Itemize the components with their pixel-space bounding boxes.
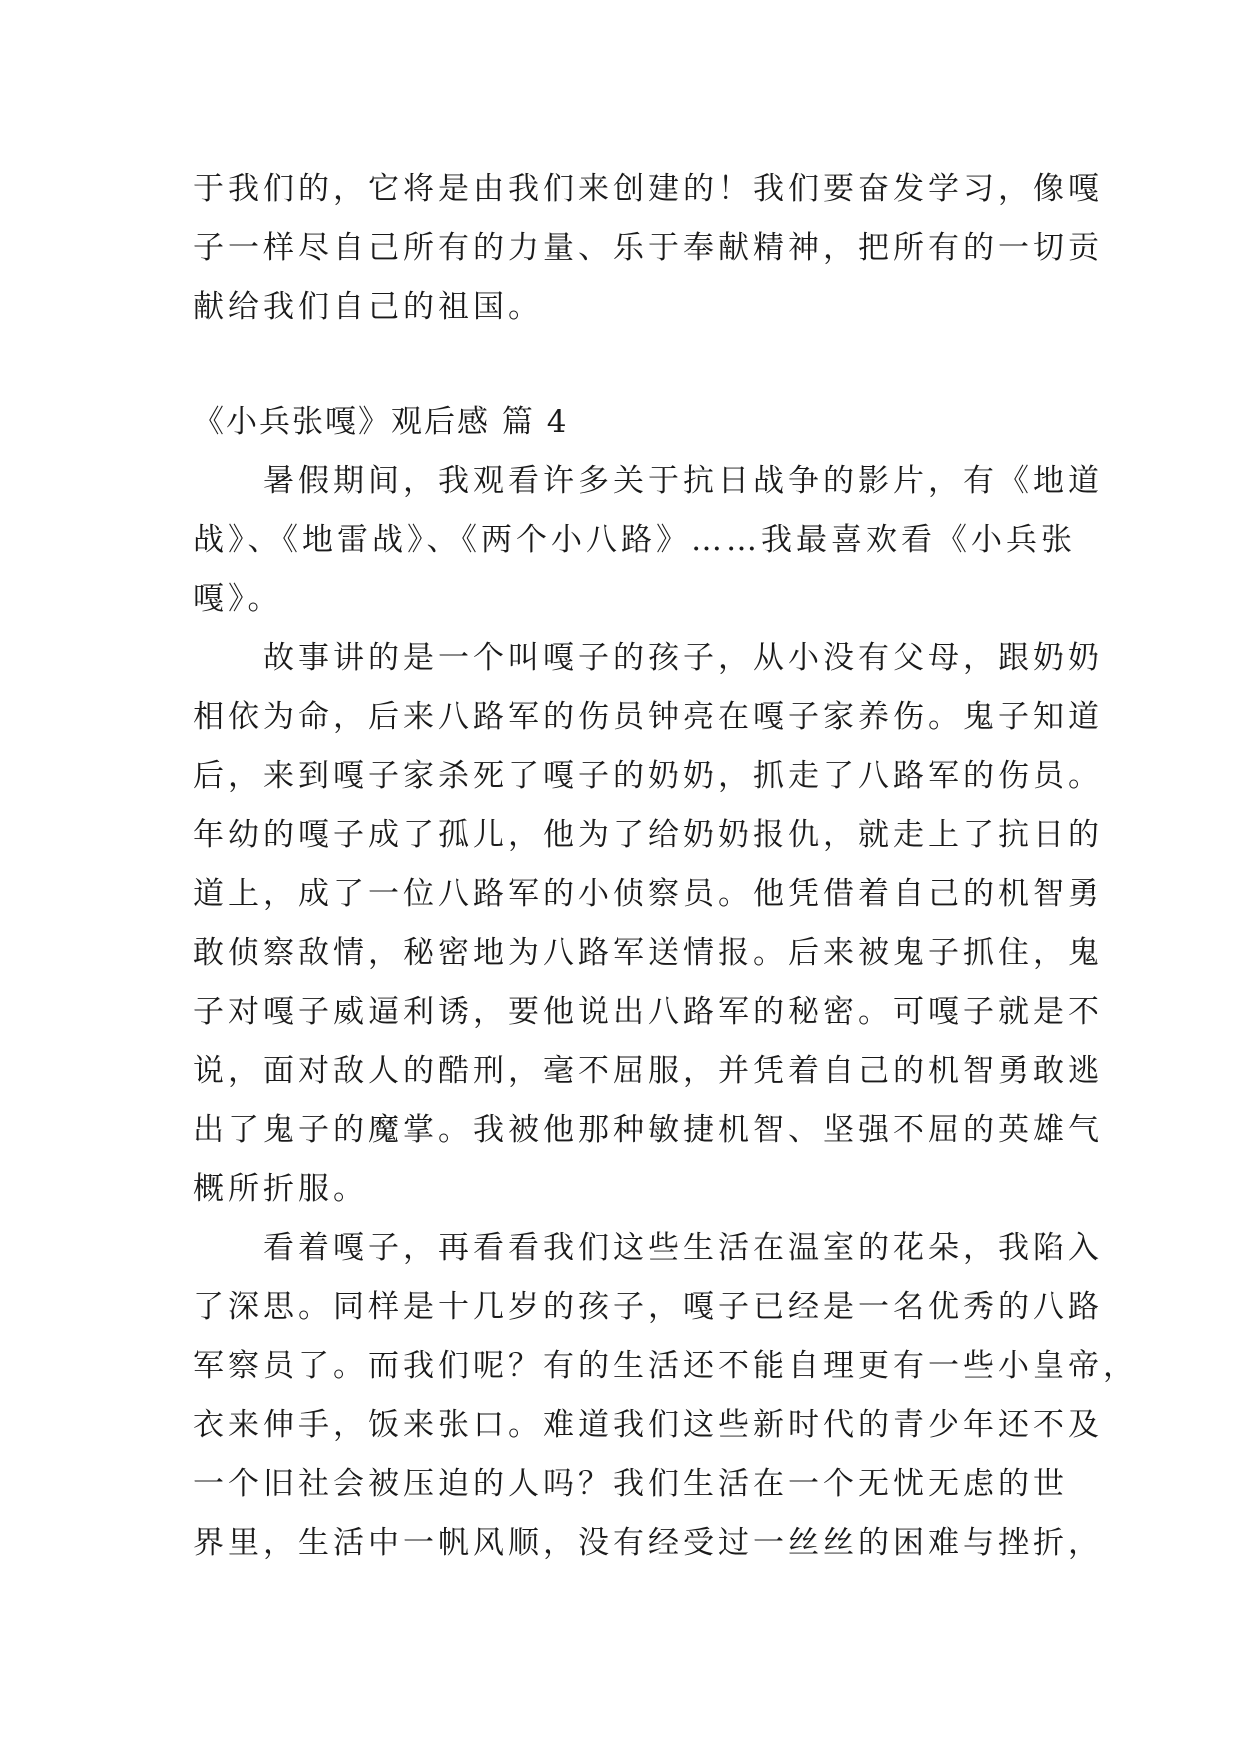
text-line: 相依为命，后来八路军的伤员钟亮在嘎子家养伤。鬼子知道 — [193, 699, 1103, 735]
text-line: 出了鬼子的魔掌。我被他那种敏捷机智、坚强不屈的英雄气 — [193, 1112, 1103, 1148]
body-text — [193, 452, 1138, 1573]
text-line: 了深思。同样是十几岁的孩子，嘎子已经是一名优秀的八路 — [193, 1289, 1103, 1325]
text-line: 暑假期间，我观看许多关于抗日战争的影片，有《地道 — [193, 463, 1103, 499]
text-line: 道上，成了一位八路军的小侦察员。他凭借着自己的机智勇 — [193, 876, 1103, 912]
intro-paragraph — [193, 160, 1103, 337]
text-line: 后，来到嘎子家杀死了嘎子的奶奶，抓走了八路军的伤员。 — [193, 758, 1103, 794]
text-line: 衣来伸手，饭来张口。难道我们这些新时代的青少年还不及 — [193, 1407, 1103, 1443]
text-line: 故事讲的是一个叫嘎子的孩子，从小没有父母，跟奶奶 — [193, 640, 1103, 676]
text-line: 概所折服。 — [193, 1171, 368, 1207]
text-line: 军察员了。而我们呢？有的生活还不能自理更有一些小皇帝， — [193, 1348, 1138, 1384]
text-line: 献给我们自己的祖国。 — [193, 289, 543, 325]
text-line: 年幼的嘎子成了孤儿，他为了给奶奶报仇，就走上了抗日的 — [193, 817, 1103, 853]
text-line: 子一样尽自己所有的力量、乐于奉献精神，把所有的一切贡 — [193, 230, 1103, 266]
text-line: 界里，生活中一帆风顺，没有经受过一丝丝的困难与挫折， — [193, 1525, 1103, 1561]
text-line: 于我们的，它将是由我们来创建的！我们要奋发学习，像嘎 — [193, 171, 1103, 207]
text-line: 战》、《地雷战》、《两个小八路》……我最喜欢看《小兵张 — [193, 522, 1076, 558]
section-heading: 《小兵张嘎》观后感 篇 4 — [193, 404, 569, 440]
text-line: 子对嘎子威逼利诱，要他说出八路军的秘密。可嘎子就是不 — [193, 994, 1103, 1030]
text-line: 一个旧社会被压迫的人吗？我们生活在一个无忧无虑的世 — [193, 1466, 1068, 1502]
text-line: 看着嘎子，再看看我们这些生活在温室的花朵，我陷入 — [193, 1230, 1103, 1266]
text-line: 嘎》。 — [193, 581, 283, 617]
text-line: 说，面对敌人的酷刑，毫不屈服，并凭着自己的机智勇敢逃 — [193, 1053, 1103, 1089]
text-line: 敢侦察敌情，秘密地为八路军送情报。后来被鬼子抓住，鬼 — [193, 935, 1103, 971]
